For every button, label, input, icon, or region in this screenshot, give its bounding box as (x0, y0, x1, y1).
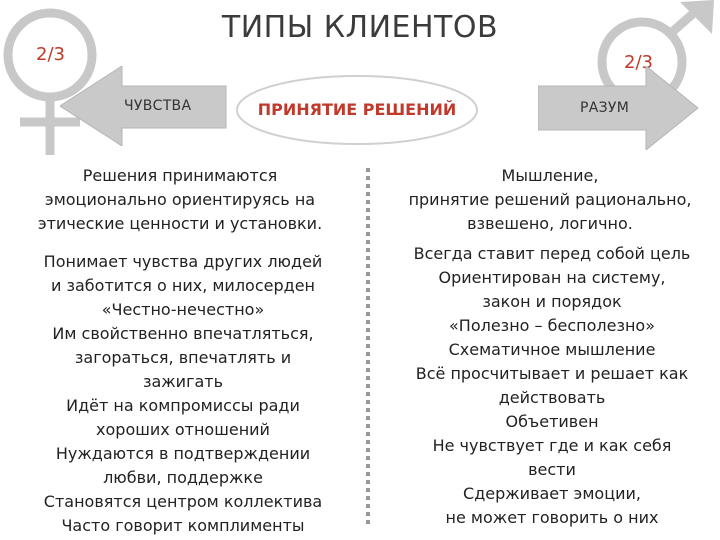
right-arrow-label: РАЗУМ (580, 100, 630, 116)
left-trait-line: Им свойственно впечатляться, (52, 324, 314, 343)
left-trait-line: Понимает чувства других людей (43, 252, 323, 271)
column-divider (366, 168, 370, 528)
page-title: ТИПЫ КЛИЕНТОВ (221, 10, 499, 45)
center-label: ПРИНЯТИЕ РЕШЕНИЙ (257, 100, 457, 119)
left-trait-line: Нуждаются в подтверждении (55, 444, 311, 463)
right-trait-line: Не чувствует где и как себя (432, 436, 672, 455)
left-arrow-label: ЧУВСТВА (124, 98, 192, 114)
right-intro (380, 164, 720, 236)
left-trait-line: и заботится о них, милосерден (50, 276, 316, 295)
right-traits (384, 242, 720, 530)
left-trait-line: Становятся центром коллектива (43, 492, 323, 511)
left-intro (0, 164, 360, 236)
left-intro-line: этические ценности и установки. (37, 214, 323, 233)
left-intro-line: Решения принимаются (82, 166, 278, 185)
right-trait-line: Схематичное мышление (448, 340, 656, 359)
left-ratio: 2/3 (36, 44, 65, 65)
left-trait-line: любви, поддержке (103, 468, 263, 487)
right-trait-line: Всё просчитывает и решает как (415, 364, 689, 383)
right-ratio: 2/3 (624, 52, 653, 73)
right-trait-line: вести (528, 460, 576, 479)
right-trait-line: не может говорить о них (445, 508, 659, 527)
right-trait-line: действовать (498, 388, 606, 407)
left-trait-line: зажигать (142, 372, 224, 391)
left-trait-line: Часто говорит комплименты (61, 516, 305, 535)
right-trait-line: закон и порядок (482, 292, 622, 311)
left-traits (8, 250, 358, 538)
right-trait-line: Всегда ставит перед собой цель (413, 244, 691, 263)
right-trait-line: «Полезно – бесполезно» (449, 316, 655, 335)
left-trait-line: загораться, впечатлять и (74, 348, 292, 367)
right-intro-line: принятие решений рационально, (408, 190, 692, 209)
right-trait-line: Ориентирован на систему, (438, 268, 666, 287)
right-intro-line: Мышление, (501, 166, 599, 185)
left-trait-line: «Честно-нечестно» (101, 300, 265, 319)
left-trait-line: хороших отношений (96, 420, 270, 439)
right-trait-line: Сдерживает эмоции, (463, 484, 641, 503)
right-intro-line: взвешено, логично. (467, 214, 633, 233)
left-intro-line: эмоционально ориентируясь на (44, 190, 316, 209)
right-trait-line: Объетивен (505, 412, 599, 431)
left-trait-line: Идёт на компромиссы ради (66, 396, 300, 415)
